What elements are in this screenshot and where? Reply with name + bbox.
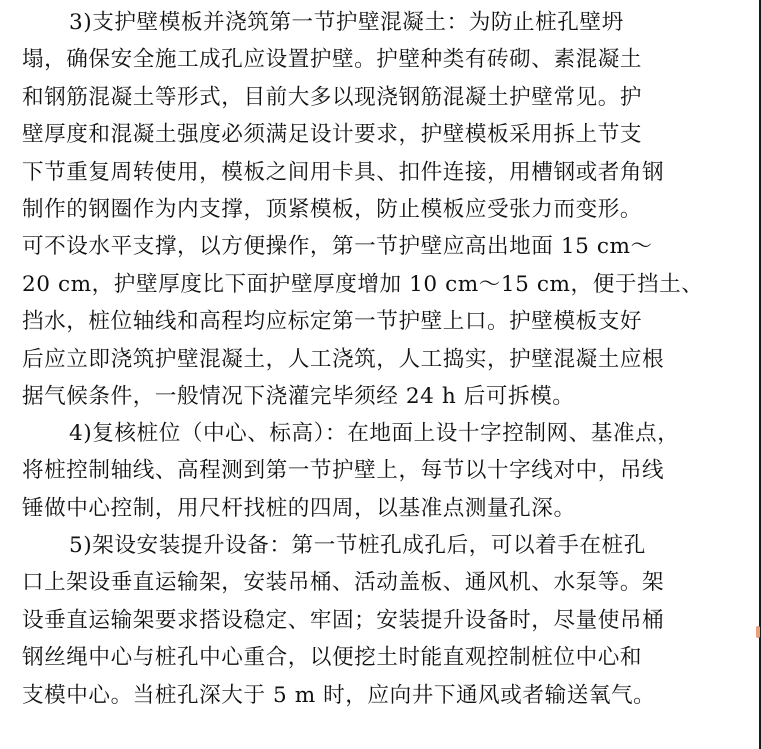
text-line: 将桩控制轴线、高程测到第一节护壁上，每节以十字线对中，吊线 [22,458,665,484]
text-line: 制作的钢圈作为内支撑，顶紧模板，防止模板应受张力而变形。 [22,196,643,222]
text-line: 3)支护壁模板并浇筑第一节护壁混凝土：为防止桩孔壁坍 [69,10,624,35]
text-line: 后应立即浇筑护壁混凝土，人工浇筑，人工捣实，护壁混凝土应根 [22,346,665,372]
text-line: 支模中心。当桩孔深大于 5 m 时，应向井下通风或者输送氧气。 [22,682,656,708]
paragraph-support-formwork [22,4,703,415]
text-line: 4)复核桩位（中心、标高）：在地面上设十字控制网、基准点， [69,421,680,446]
text-line: 设垂直运输架要求搭设稳定、牢固；安装提升设备时，尽量使吊桶 [22,607,665,633]
text-line: 口上架设垂直运输架，安装吊桶、活动盖板、通风机、水泵等。架 [22,570,665,596]
text-line: 挡水，桩位轴线和高程均应标定第一节护壁上口。护壁模板支好 [22,309,643,335]
text-line: 塌，确保安全施工成孔应设置护壁。护壁种类有砖砌、素混凝土 [22,47,643,73]
text-line: 锤做中心控制，用尺杆找桩的四周，以基准点测量孔深。 [22,495,576,521]
text-line: 和钢筋混凝土等形式，目前大多以现浇钢筋混凝土护壁常见。护 [22,84,643,110]
paragraph-verify-pile-position [22,415,679,527]
text-line: 壁厚度和混凝土强度必须满足设计要求，护壁模板采用拆上节支 [22,122,643,148]
text-line: 20 cm，护壁厚度比下面护壁厚度增加 10 cm～15 cm，便于挡土、 [22,271,704,297]
text-line: 5)架设安装提升设备：第一节桩孔成孔后，可以着手在桩孔 [69,533,646,558]
text-line: 钢丝绳中心与桩孔中心重合，以便挖土时能直观控制桩位中心和 [22,645,643,671]
text-line: 可不设水平支撑，以方便操作，第一节护壁应高出地面 15 cm～ [22,234,653,260]
text-line: 下节重复周转使用，模板之间用卡具、扣件连接，用槽钢或者角钢 [22,159,665,185]
text-line: 据气候条件，一般情况下浇灌完毕须经 24 h 后可拆模。 [22,383,575,409]
page-edge-mark [756,626,760,638]
paragraph-lifting-equipment [22,527,664,714]
